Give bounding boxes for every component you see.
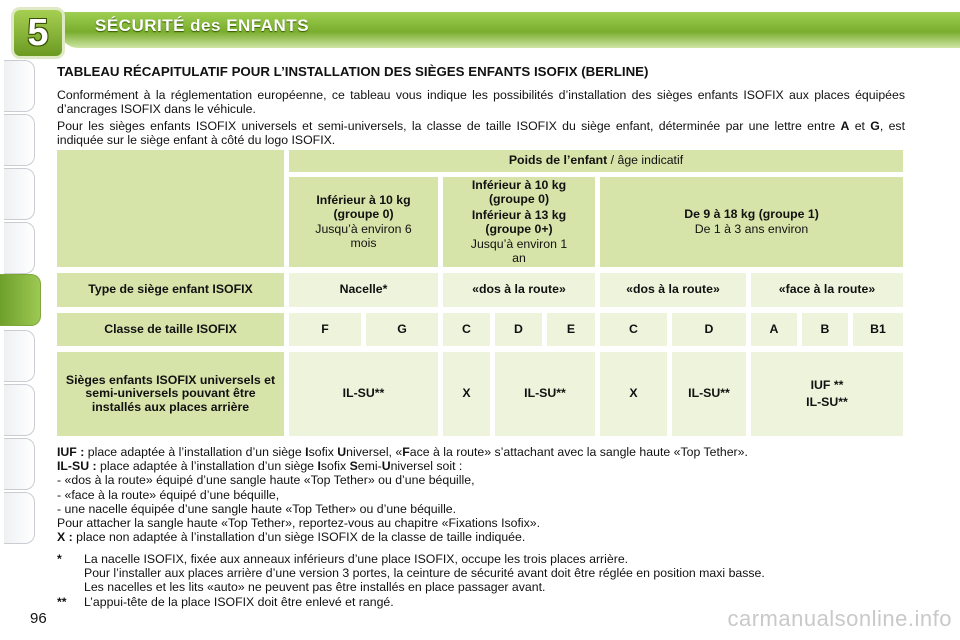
chapter-tab-active[interactable] xyxy=(0,274,41,326)
intro-text-part: et xyxy=(849,119,871,133)
footnotes xyxy=(57,552,917,609)
chapter-number: 5 xyxy=(27,12,49,54)
note-letter: I xyxy=(317,459,321,474)
note-text: niversel soit : xyxy=(390,459,463,474)
note-list-item: - une nacelle équipée d’une sangle haute «Top Tether» ou d’une béquille. xyxy=(57,501,457,516)
seat-cell-group1 xyxy=(751,352,903,436)
weight-header xyxy=(289,150,903,172)
class-letter-a: A xyxy=(840,119,850,133)
note-x xyxy=(57,530,917,544)
footnote-line: Les nacelles et les lits «auto» ne peuvent pas être installés en place passager avant. xyxy=(84,580,546,595)
chapter-tab[interactable] xyxy=(4,168,35,220)
footnote-line: L’appui-tête de la place ISOFIX doit être enlevé et rangé. xyxy=(84,594,394,609)
note-ilsu xyxy=(57,459,917,473)
group-1-header xyxy=(600,177,903,267)
weight-header-rest: / âge indicatif xyxy=(607,153,684,168)
note-attach: Pour attacher la sangle haute «Top Tether», reportez-vous au chapitre «Fixations Isofix». xyxy=(57,516,541,531)
page-number: 96 xyxy=(30,610,47,627)
seat-cell: IL-SU** xyxy=(672,352,746,436)
group-0-header xyxy=(289,177,438,267)
class-cell: D xyxy=(495,313,542,346)
type-cell: «face à la route» xyxy=(751,273,903,307)
group-label: Inférieur à 10 kg (groupe 0) xyxy=(316,193,411,221)
group-label: De 9 à 18 kg (groupe 1) xyxy=(684,206,819,221)
intro-text-part: Pour les sièges enfants ISOFIX universels et semi-universels, la classe de taille ISOFIX du siège enfant, déterminée par une lettre entre xyxy=(57,119,841,133)
group-label: Inférieur à 13 kg (groupe 0+) xyxy=(471,208,567,236)
note-letter: U xyxy=(337,445,347,459)
chapter-tab[interactable] xyxy=(4,438,35,490)
seat-cell: IL-SU** xyxy=(289,352,438,436)
class-cell: C xyxy=(600,313,667,346)
chapter-tab[interactable] xyxy=(4,222,35,274)
class-cell: G xyxy=(366,313,438,346)
chapter-tab[interactable] xyxy=(4,492,35,544)
footnote-line: Pour l’installer aux places arrière d’une version 3 portes, la ceinture de sécurité avant doit être réglée en position maxi basse. xyxy=(84,566,765,581)
group-0plus-header xyxy=(443,177,595,267)
type-row-label: Type de siège enfant ISOFIX xyxy=(57,273,284,307)
note-letter: S xyxy=(349,459,358,474)
chapter-title: SÉCURITÉ des ENFANTS xyxy=(95,16,310,35)
type-cell: «dos à la route» xyxy=(600,273,746,307)
class-cell: B xyxy=(802,313,848,346)
chapter-tab[interactable] xyxy=(4,384,35,436)
isofix-table xyxy=(57,150,905,440)
note-text: emi- xyxy=(357,459,382,474)
group-label: Inférieur à 10 kg (groupe 0) xyxy=(471,178,567,206)
note-text: place adaptée à l’installation d’un siège xyxy=(84,445,306,459)
note-text: sofix xyxy=(308,445,338,459)
class-cell: B1 xyxy=(853,313,903,346)
intro-text-part: , est indiquée sur le siège enfant à côté du logo ISOFIX. xyxy=(57,119,905,147)
group-age: Jusqu’à environ 6 mois xyxy=(315,222,412,250)
seat-cell: X xyxy=(443,352,490,436)
class-cell: D xyxy=(672,313,746,346)
chapter-tab[interactable] xyxy=(4,114,35,166)
group-age: De 1 à 3 ans environ xyxy=(694,222,809,236)
type-cell: Nacelle* xyxy=(289,273,438,307)
chapter-badge xyxy=(14,10,62,56)
footnote-mark: * xyxy=(57,552,62,566)
intro-paragraph-1: Conformément à la réglementation européenne, ce tableau vous indique les possibilités d’installation des sièges enfants ISOFIX aux places équipées d’ancrages ISOFIX dans le véhicule. xyxy=(57,88,905,116)
type-cell: «dos à la route» xyxy=(443,273,595,307)
class-cell: C xyxy=(443,313,490,346)
seats-row-label: Sièges enfants ISOFIX universels et semi-universels pouvant être installés aux places arrière xyxy=(57,352,284,436)
note-list-item: - «face à la route» équipé d’une béquille, xyxy=(57,487,280,502)
seat-value: IUF ** xyxy=(810,378,844,392)
class-letter-g: G xyxy=(870,119,880,133)
note-letter: F xyxy=(402,445,410,459)
note-letter: I xyxy=(305,445,309,459)
class-row-label: Classe de taille ISOFIX xyxy=(57,313,284,346)
section-title: TABLEAU RÉCAPITULATIF POUR L’INSTALLATION DES SIÈGES ENFANTS ISOFIX (BERLINE) xyxy=(57,64,649,79)
note-iuf xyxy=(57,445,917,459)
note-text: place adaptée à l’installation d’un siège xyxy=(96,459,318,474)
intro-text xyxy=(57,88,905,147)
note-text: niversel, « xyxy=(346,445,403,459)
class-cell: F xyxy=(289,313,361,346)
weight-header-bold: Poids de l’enfant xyxy=(508,153,608,168)
chapter-tab[interactable] xyxy=(4,60,35,112)
note-key: IUF : xyxy=(57,445,85,459)
footnote-star xyxy=(57,552,917,595)
footnote-line: La nacelle ISOFIX, fixée aux anneaux inférieurs d’une place ISOFIX, occupe les trois places arrière. xyxy=(84,552,629,566)
watermark: carmanualsonline.info xyxy=(727,606,952,631)
intro-paragraph-2 xyxy=(57,119,905,147)
note-key: IL-SU : xyxy=(57,459,97,474)
weight-header-text xyxy=(509,154,683,168)
note-text: ace à la route» s’attachant avec la sangle haute «Top Tether». xyxy=(409,445,748,459)
table-corner xyxy=(57,150,284,267)
note-list-item: - «dos à la route» équipé d’une sangle haute «Top Tether» ou d’une béquille, xyxy=(57,473,475,488)
seat-cell: IL-SU** xyxy=(495,352,595,436)
footnote-mark: ** xyxy=(57,594,67,609)
note-text: place non adaptée à l’installation d’un siège ISOFIX de la classe de taille indiquée. xyxy=(72,530,526,545)
chapter-tab[interactable] xyxy=(4,330,35,382)
seat-cell: X xyxy=(600,352,667,436)
note-letter: U xyxy=(381,459,391,474)
seat-value: IL-SU** xyxy=(806,394,848,409)
page-header xyxy=(0,0,960,56)
note-text: sofix xyxy=(320,459,350,474)
group-age: Jusqu’à environ 1 an xyxy=(470,237,568,265)
class-cell: E xyxy=(547,313,595,346)
note-key: X : xyxy=(57,530,73,545)
class-cell: A xyxy=(751,313,797,346)
legend-notes xyxy=(57,445,917,544)
